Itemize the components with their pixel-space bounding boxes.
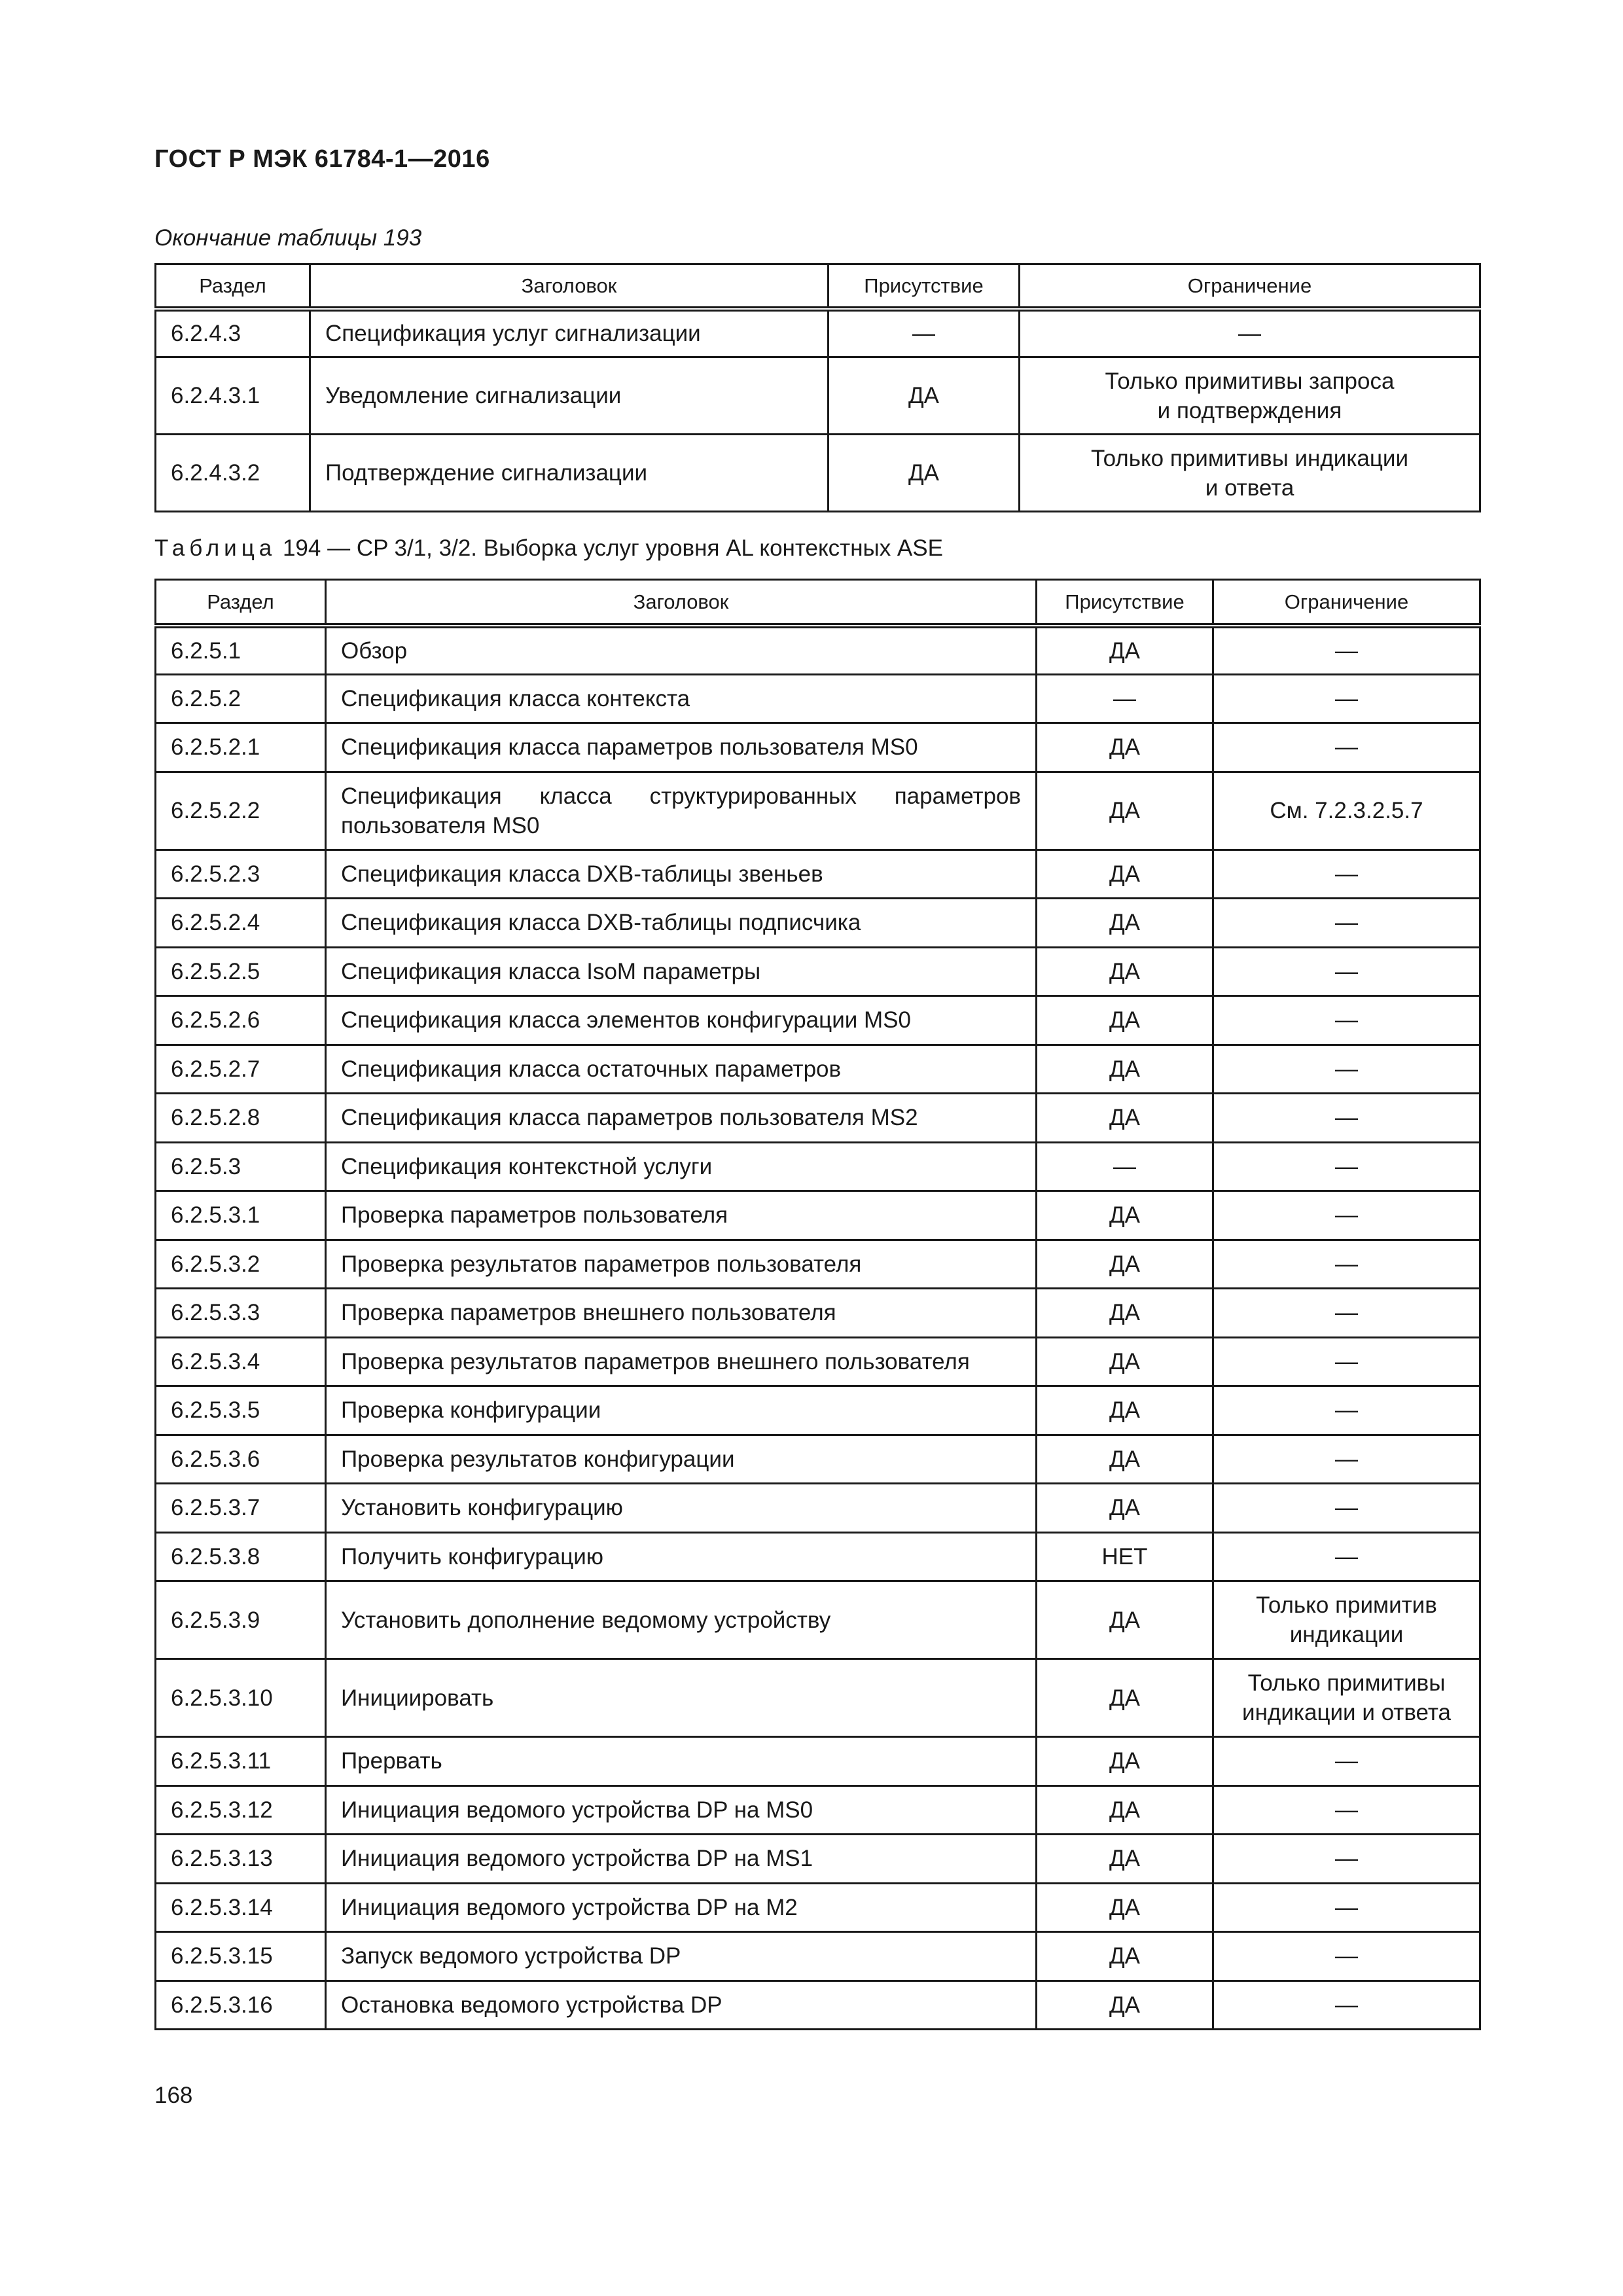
constraint-cell: —	[1213, 1142, 1480, 1191]
presence-cell: ДА	[1037, 1386, 1213, 1435]
title-cell: Проверка результатов конфигурации	[326, 1435, 1037, 1484]
presence-cell: ДА	[1037, 1337, 1213, 1386]
section-cell: 6.2.5.3.12	[156, 1785, 326, 1835]
title-cell: Спецификация класса DXB-таблицы звеньев	[326, 850, 1037, 899]
presence-cell: ДА	[1037, 1435, 1213, 1484]
table-194	[154, 579, 1481, 2030]
table-row	[156, 1045, 1480, 1094]
title-cell: Спецификация класса параметров пользователя MS0	[326, 723, 1037, 772]
column-header-presence: Присутствие	[829, 264, 1020, 309]
section-cell: 6.2.5.3.10	[156, 1659, 326, 1737]
table-row	[156, 1932, 1480, 1981]
constraint-cell	[1213, 1659, 1480, 1737]
constraint-cell: —	[1213, 626, 1480, 675]
table-row	[156, 1435, 1480, 1484]
section-cell: 6.2.4.3.2	[156, 435, 310, 512]
constraint-cell: —	[1213, 723, 1480, 772]
table-row	[156, 357, 1480, 435]
column-header-section: Раздел	[156, 264, 310, 309]
constraint-line: индикации и ответа	[1242, 1700, 1451, 1725]
table-row	[156, 1883, 1480, 1932]
presence-cell: ДА	[1037, 1659, 1213, 1737]
section-cell: 6.2.5.2.7	[156, 1045, 326, 1094]
table-row	[156, 1532, 1480, 1581]
constraint-cell: —	[1213, 674, 1480, 723]
table-row	[156, 772, 1480, 850]
presence-cell: —	[1037, 674, 1213, 723]
constraint-cell	[1213, 1581, 1480, 1659]
title-cell: Установить конфигурацию	[326, 1484, 1037, 1533]
column-header-title: Заголовок	[310, 264, 829, 309]
constraint-cell: —	[1213, 899, 1480, 948]
table-row	[156, 723, 1480, 772]
presence-cell: ДА	[1037, 1191, 1213, 1240]
table-row	[156, 1484, 1480, 1533]
title-cell: Прервать	[326, 1737, 1037, 1786]
section-cell: 6.2.5.3.16	[156, 1981, 326, 2030]
section-cell: 6.2.5.3.15	[156, 1932, 326, 1981]
column-header-section: Раздел	[156, 580, 326, 626]
table-194-caption-text: 194 — CP 3/1, 3/2. Выборка услуг уровня AL контекстных ASE	[282, 535, 943, 561]
presence-cell: ДА	[829, 435, 1020, 512]
table-194-caption-label: Таблица	[154, 535, 277, 561]
constraint-cell: —	[1213, 1191, 1480, 1240]
table-row	[156, 1337, 1480, 1386]
title-cell: Спецификация класса параметров пользователя MS2	[326, 1094, 1037, 1143]
table-row	[156, 1737, 1480, 1786]
section-cell: 6.2.5.2.8	[156, 1094, 326, 1143]
presence-cell: ДА	[1037, 1785, 1213, 1835]
title-cell: Проверка конфигурации	[326, 1386, 1037, 1435]
constraint-line: Только примитив	[1256, 1592, 1437, 1618]
table-row	[156, 899, 1480, 948]
title-cell: Проверка параметров пользователя	[326, 1191, 1037, 1240]
title-cell: Обзор	[326, 626, 1037, 675]
title-cell: Проверка результатов параметров внешнего пользователя	[326, 1337, 1037, 1386]
section-cell: 6.2.5.3.7	[156, 1484, 326, 1533]
presence-cell: ДА	[1037, 723, 1213, 772]
constraint-cell: —	[1213, 947, 1480, 996]
constraint-cell: —	[1213, 1932, 1480, 1981]
constraint-cell: —	[1213, 1484, 1480, 1533]
column-header-title: Заголовок	[326, 580, 1037, 626]
section-cell: 6.2.5.2.2	[156, 772, 326, 850]
title-cell: Инициация ведомого устройства DP на MS1	[326, 1835, 1037, 1884]
section-cell: 6.2.5.3.6	[156, 1435, 326, 1484]
presence-cell: ДА	[1037, 850, 1213, 899]
presence-cell: ДА	[1037, 1484, 1213, 1533]
table-row	[156, 996, 1480, 1045]
presence-cell: ДА	[1037, 772, 1213, 850]
constraint-cell: —	[1213, 1785, 1480, 1835]
title-cell: Установить дополнение ведомому устройству	[326, 1581, 1037, 1659]
presence-cell: ДА	[1037, 996, 1213, 1045]
constraint-cell: —	[1213, 1435, 1480, 1484]
section-cell: 6.2.4.3.1	[156, 357, 310, 435]
constraint-cell: —	[1213, 1094, 1480, 1143]
title-cell: Спецификация класса IsoM параметры	[326, 947, 1037, 996]
page-number: 168	[154, 2083, 193, 2108]
section-cell: 6.2.5.2.3	[156, 850, 326, 899]
table-row	[156, 674, 1480, 723]
constraint-line: и ответа	[1205, 475, 1294, 501]
title-cell: Спецификация класса структурированных параметров пользователя MS0	[326, 772, 1037, 850]
presence-cell: НЕТ	[1037, 1532, 1213, 1581]
table-row	[156, 309, 1480, 357]
document-header: ГОСТ Р МЭК 61784-1—2016	[154, 145, 490, 173]
section-cell: 6.2.5.3.1	[156, 1191, 326, 1240]
presence-cell: ДА	[1037, 1932, 1213, 1981]
presence-cell: ДА	[1037, 626, 1213, 675]
table-193-caption: Окончание таблицы 193	[154, 225, 422, 251]
title-cell: Спецификация услуг сигнализации	[310, 309, 829, 357]
table-row	[156, 626, 1480, 675]
section-cell: 6.2.5.3.3	[156, 1289, 326, 1338]
constraint-line: и подтверждения	[1157, 397, 1342, 423]
constraint-line: Только примитивы индикации	[1090, 445, 1409, 471]
table-row	[156, 1581, 1480, 1659]
presence-cell: ДА	[1037, 1240, 1213, 1289]
section-cell: 6.2.5.2.5	[156, 947, 326, 996]
constraint-line: Только примитивы	[1247, 1670, 1446, 1696]
section-cell: 6.2.5.3.2	[156, 1240, 326, 1289]
section-cell: 6.2.5.3	[156, 1142, 326, 1191]
section-cell: 6.2.5.3.5	[156, 1386, 326, 1435]
constraint-line: Только примитивы запроса	[1105, 368, 1395, 394]
table-row	[156, 947, 1480, 996]
title-cell: Остановка ведомого устройства DP	[326, 1981, 1037, 2030]
table-row	[156, 1240, 1480, 1289]
presence-cell: —	[829, 309, 1020, 357]
section-cell: 6.2.5.3.11	[156, 1737, 326, 1786]
presence-cell: ДА	[1037, 1981, 1213, 2030]
constraint-cell: —	[1213, 1883, 1480, 1932]
constraint-cell: —	[1213, 1835, 1480, 1884]
table-row	[156, 1094, 1480, 1143]
table-row	[156, 1785, 1480, 1835]
table-row	[156, 1142, 1480, 1191]
table-row	[156, 1659, 1480, 1737]
title-cell: Получить конфигурацию	[326, 1532, 1037, 1581]
title-cell: Проверка результатов параметров пользователя	[326, 1240, 1037, 1289]
title-cell: Спецификация контекстной услуги	[326, 1142, 1037, 1191]
title-cell: Проверка параметров внешнего пользователя	[326, 1289, 1037, 1338]
section-cell: 6.2.5.3.9	[156, 1581, 326, 1659]
table-row	[156, 1835, 1480, 1884]
title-cell: Подтверждение сигнализации	[310, 435, 829, 512]
presence-cell: ДА	[1037, 1094, 1213, 1143]
section-cell: 6.2.5.3.8	[156, 1532, 326, 1581]
title-cell: Инициировать	[326, 1659, 1037, 1737]
constraint-cell: —	[1213, 996, 1480, 1045]
constraint-cell: —	[1020, 309, 1480, 357]
title-cell: Спецификация класса элементов конфигурации MS0	[326, 996, 1037, 1045]
constraint-cell: —	[1213, 1532, 1480, 1581]
constraint-cell: См. 7.2.3.2.5.7	[1213, 772, 1480, 850]
section-cell: 6.2.5.2.1	[156, 723, 326, 772]
constraint-cell	[1020, 435, 1480, 512]
presence-cell: ДА	[1037, 899, 1213, 948]
section-cell: 6.2.5.2.4	[156, 899, 326, 948]
section-cell: 6.2.5.2	[156, 674, 326, 723]
table-194-caption	[154, 535, 943, 562]
presence-cell: ДА	[1037, 1835, 1213, 1884]
column-header-constraint: Ограничение	[1020, 264, 1480, 309]
presence-cell: ДА	[1037, 1045, 1213, 1094]
table-row	[156, 1386, 1480, 1435]
table-row	[156, 850, 1480, 899]
table-row	[156, 1191, 1480, 1240]
section-cell: 6.2.5.3.14	[156, 1883, 326, 1932]
title-cell: Инициация ведомого устройства DP на M2	[326, 1883, 1037, 1932]
column-header-constraint: Ограничение	[1213, 580, 1480, 626]
constraint-cell: —	[1213, 850, 1480, 899]
constraint-cell	[1020, 357, 1480, 435]
title-cell: Спецификация класса DXB-таблицы подписчика	[326, 899, 1037, 948]
title-cell: Спецификация класса контекста	[326, 674, 1037, 723]
presence-cell: ДА	[829, 357, 1020, 435]
presence-cell: ДА	[1037, 1289, 1213, 1338]
table-193	[154, 263, 1481, 512]
constraint-line: индикации	[1289, 1622, 1404, 1647]
section-cell: 6.2.5.3.4	[156, 1337, 326, 1386]
presence-cell: ДА	[1037, 1883, 1213, 1932]
presence-cell: ДА	[1037, 947, 1213, 996]
presence-cell: —	[1037, 1142, 1213, 1191]
constraint-cell: —	[1213, 1737, 1480, 1786]
section-cell: 6.2.4.3	[156, 309, 310, 357]
section-cell: 6.2.5.2.6	[156, 996, 326, 1045]
section-cell: 6.2.5.1	[156, 626, 326, 675]
constraint-cell: —	[1213, 1337, 1480, 1386]
constraint-cell: —	[1213, 1289, 1480, 1338]
table-row	[156, 435, 1480, 512]
title-cell: Инициация ведомого устройства DP на MS0	[326, 1785, 1037, 1835]
constraint-cell: —	[1213, 1045, 1480, 1094]
table-row	[156, 1981, 1480, 2030]
section-cell: 6.2.5.3.13	[156, 1835, 326, 1884]
presence-cell: ДА	[1037, 1581, 1213, 1659]
column-header-presence: Присутствие	[1037, 580, 1213, 626]
constraint-cell: —	[1213, 1386, 1480, 1435]
constraint-cell: —	[1213, 1240, 1480, 1289]
title-cell: Уведомление сигнализации	[310, 357, 829, 435]
constraint-cell: —	[1213, 1981, 1480, 2030]
presence-cell: ДА	[1037, 1737, 1213, 1786]
table-row	[156, 1289, 1480, 1338]
title-cell: Запуск ведомого устройства DP	[326, 1932, 1037, 1981]
title-cell: Спецификация класса остаточных параметров	[326, 1045, 1037, 1094]
